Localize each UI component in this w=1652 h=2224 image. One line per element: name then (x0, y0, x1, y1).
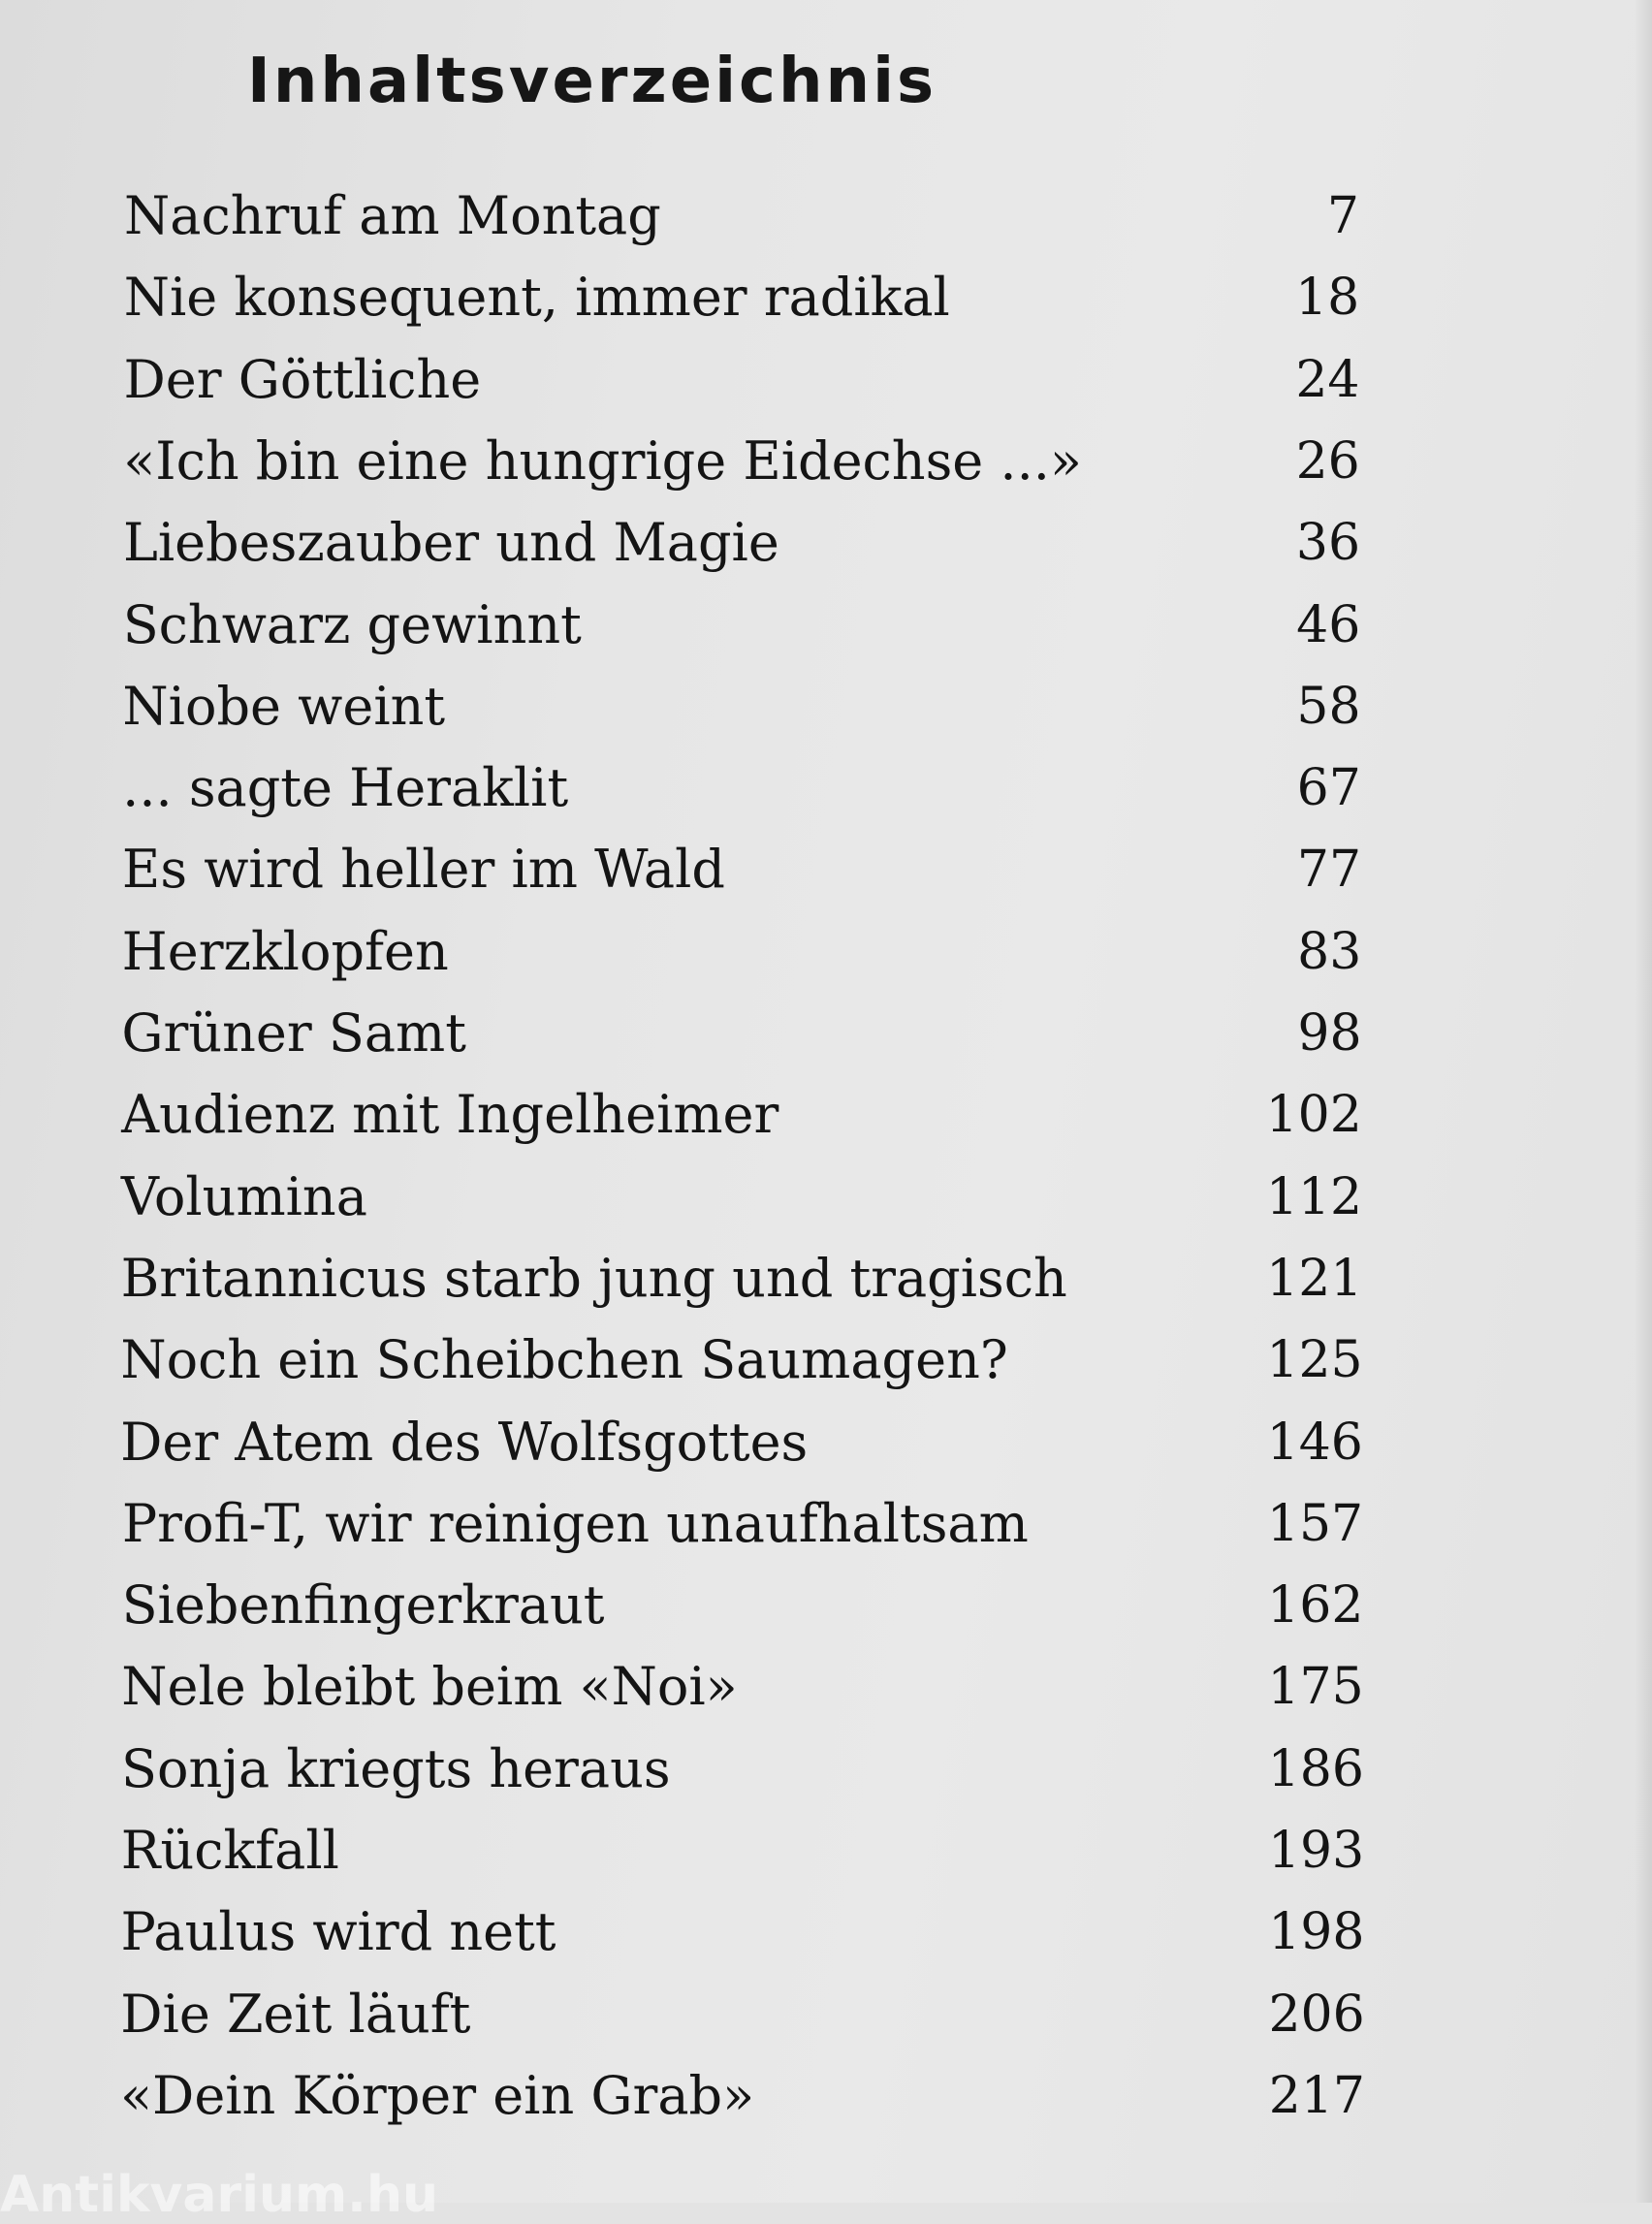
toc-entry-title: Schwarz gewinnt (122, 593, 582, 655)
toc-entry-title: «Ich bin eine hungrige Eidechse ...» (123, 429, 1082, 492)
toc-entry-title: Liebeszauber und Magie (122, 512, 779, 574)
toc-entry (120, 1409, 1363, 1477)
page-title: Inhaltsverzeichnis (247, 46, 937, 117)
toc-entry-title: ... sagte Heraklit (122, 757, 569, 819)
toc-entry-title: Der Göttliche (123, 348, 482, 410)
toc-entry (120, 2062, 1365, 2130)
toc-entry-title: Die Zeit läuft (120, 1983, 471, 2045)
toc-entry-page: 206 (1268, 1985, 1365, 2044)
toc-entry (122, 1490, 1363, 1558)
toc-entry-page: 67 (1296, 759, 1361, 818)
toc-entry (120, 1981, 1364, 2049)
toc-entry (121, 1000, 1361, 1067)
toc-entry-page: 102 (1265, 1086, 1362, 1145)
toc-entry (123, 591, 1361, 659)
toc-entry-title: Nachruf am Montag (124, 185, 661, 246)
toc-entry-title: Es wird heller im Wald (121, 839, 725, 901)
toc-entry-page: 58 (1296, 677, 1361, 736)
toc-entry-page: 112 (1265, 1167, 1363, 1226)
toc-entry (121, 1735, 1364, 1803)
toc-entry-page: 217 (1268, 2066, 1365, 2125)
toc-entry-title: Grüner Samt (121, 1002, 466, 1064)
toc-entry-title: Sonja kriegts heraus (121, 1737, 671, 1799)
toc-entry (123, 509, 1360, 577)
toc-entry-page: 46 (1296, 595, 1361, 654)
toc-entry-page: 193 (1267, 1822, 1365, 1880)
toc-entry-title: Profi-T, wir reinigen unaufhaltsam (121, 1492, 1029, 1554)
toc-entry-title: Audienz mit Ingelheimer (121, 1084, 779, 1146)
toc-entry-page: 146 (1266, 1413, 1363, 1472)
toc-entry (122, 754, 1361, 822)
toc-entry (123, 346, 1359, 414)
toc-entry (124, 264, 1360, 332)
watermark: Antikvarium.hu (0, 2166, 438, 2224)
toc-entry-page: 83 (1297, 922, 1362, 981)
toc-entry-page: 157 (1266, 1494, 1364, 1553)
toc-entry (121, 1245, 1363, 1313)
toc-entry-page: 18 (1295, 269, 1360, 328)
page-edge-shadow (1635, 0, 1652, 2203)
toc-entry-page: 186 (1267, 1739, 1364, 1798)
toc-entry-page: 77 (1296, 841, 1362, 900)
toc-entry-page: 24 (1295, 350, 1360, 409)
toc-entry-page: 162 (1267, 1576, 1364, 1636)
toc-entry-title: «Dein Körper ein Grab» (120, 2064, 755, 2126)
toc-entry (121, 1653, 1363, 1721)
toc-entry-page: 36 (1295, 514, 1361, 573)
toc-entry (122, 836, 1361, 904)
toc-entry (124, 182, 1359, 250)
toc-entry (120, 1326, 1362, 1394)
toc-entry-title: Volumina (120, 1165, 367, 1227)
toc-entry-title: Der Atem des Wolfsgottes (120, 1411, 809, 1473)
toc-entry (122, 918, 1362, 986)
toc-entry (121, 1081, 1362, 1149)
toc-entry-page: 125 (1266, 1331, 1363, 1390)
toc-entry-page: 121 (1266, 1249, 1363, 1308)
toc-entry (121, 1898, 1365, 1966)
toc-entry-page: 175 (1267, 1658, 1364, 1717)
toc-entry-title: Britannicus starb jung und tragisch (120, 1247, 1067, 1309)
toc-entry-title: Herzklopfen (121, 920, 449, 982)
toc-entry-title: Noch ein Scheibchen Saumagen? (120, 1329, 1008, 1391)
toc-entry (122, 1572, 1364, 1639)
toc-entry-page: 26 (1295, 431, 1360, 491)
toc-entry-page: 198 (1268, 1903, 1365, 1962)
toc-entry-title: Nie konsequent, immer radikal (123, 267, 950, 329)
toc-entry-title: Siebenfingerkraut (121, 1574, 605, 1636)
toc-entry-title: Niobe weint (122, 675, 446, 737)
toc-entry-page: 98 (1297, 1004, 1362, 1063)
toc-entry (121, 1163, 1362, 1231)
toc-entry (123, 428, 1360, 495)
toc-entry (121, 1817, 1364, 1885)
toc-entry-title: Paulus wird nett (120, 1901, 556, 1963)
toc-entry-title: Nele bleibt beim «Noi» (121, 1656, 738, 1718)
toc-entry (122, 673, 1360, 741)
toc-entry-page: 7 (1326, 187, 1359, 245)
toc-entry-title: Rückfall (120, 1820, 339, 1881)
